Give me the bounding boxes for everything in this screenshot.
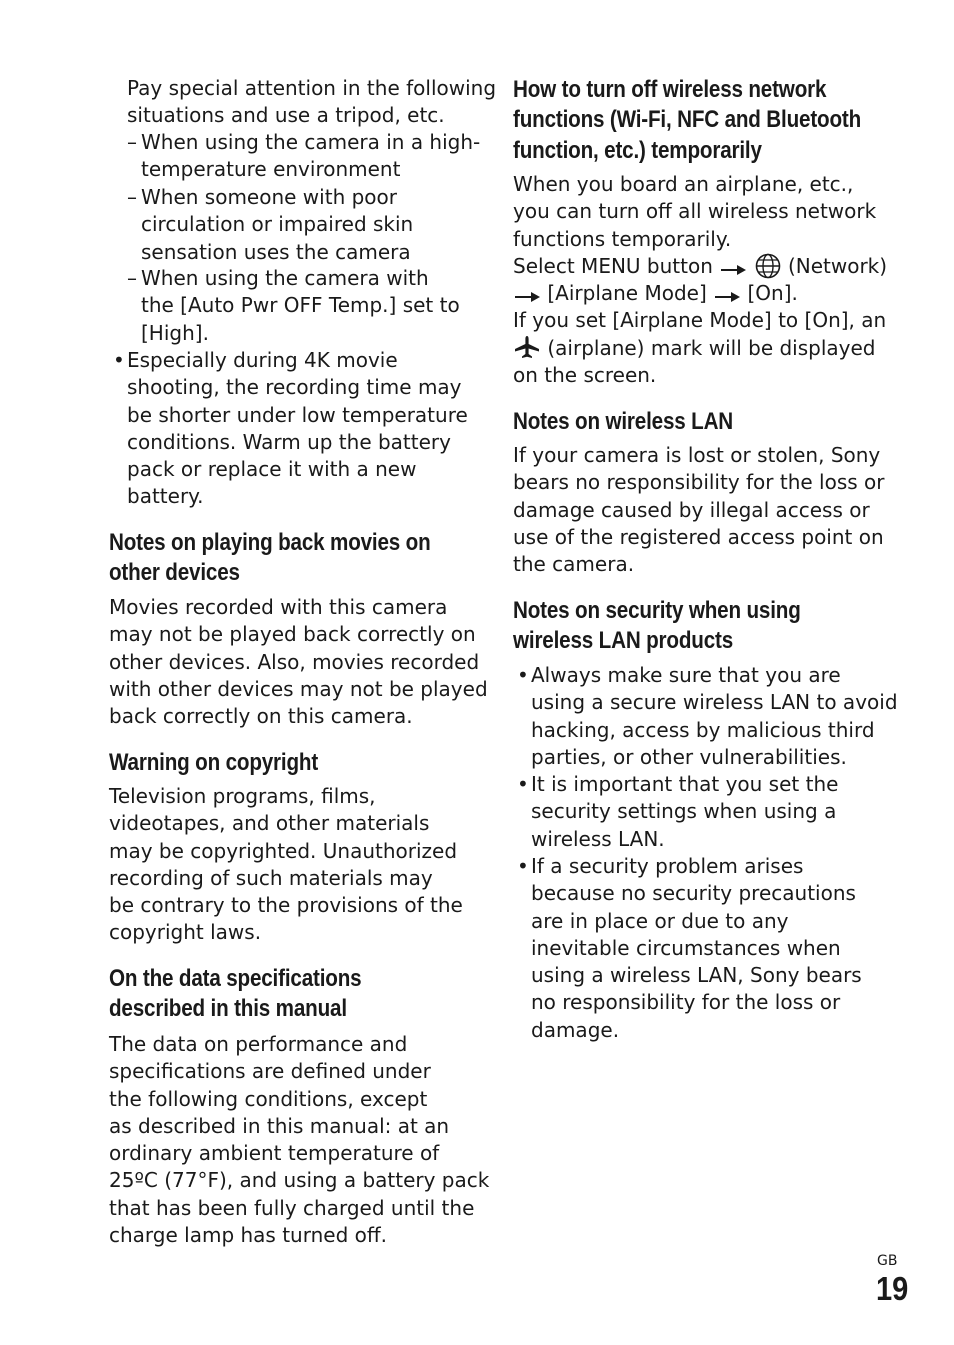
sub-item-high-temp: – When using the camera in a high- temperature environment — [127, 130, 481, 182]
intro-paragraph: Pay special attention in the following situations and use a tripod, etc. — [127, 76, 497, 128]
bullet-4k-movie: • Especially during 4K movie shooting, the recording time may be shorter under low temperature conditions. Warm up the battery pack or replace it with a new battery. — [113, 348, 468, 509]
globe-icon — [754, 253, 782, 279]
security-bullet-secure-lan: • Always make sure that you are using a secure wireless LAN to avoid hacking, access by malicious third parties, or other vulnerabilities. — [517, 663, 898, 769]
security-bullet-settings: • It is important that you set the security settings when using a wireless LAN. — [517, 772, 839, 851]
sub-item-poor-circulation: – When someone with poor circulation or impaired skin sensation uses the camera — [127, 185, 414, 264]
turn-off-wireless-body: When you board an airplane, etc., you can turn off all wireless network functions temporarily. Select MENU button (Network) [Airplane Mode] [On]. If you set [Airplane Mode] to [On], an (airplane) mark will be displayed on the screen. — [513, 172, 888, 388]
heading-data-specifications: On the data specifications described in this manual — [109, 965, 362, 1023]
arrow-right-icon — [513, 290, 541, 304]
heading-wireless-lan: Notes on wireless LAN — [513, 408, 734, 435]
warning-copyright-body: Television programs, films, videotapes, and other materials may be copyrighted. Unauthorized recording of such materials may be contrary to the provisions of the copyright laws. — [109, 784, 463, 945]
airplane-mark-line: (airplane) mark will be displayed — [513, 335, 887, 362]
heading-security-wireless-lan: Notes on security when using wireless LAN products — [513, 597, 801, 655]
data-specifications-body: The data on performance and specifications are defined under the following conditions, except as described in this manual: at an ordinary ambient temperature of 25ºC (77°F), and using a battery pack that has been fully charged until the charge lamp has turned off. — [109, 1032, 490, 1248]
arrow-right-icon — [719, 263, 747, 277]
heading-playing-back-movies: Notes on playing back movies on other devices — [109, 529, 431, 587]
heading-turn-off-wireless: How to turn off wireless network functions (Wi-Fi, NFC and Bluetooth function, etc.) temporarily — [513, 76, 862, 164]
sub-item-auto-pwr-off: – When using the camera with the [Auto Pwr OFF Temp.] set to [High]. — [127, 266, 460, 345]
heading-warning-copyright: Warning on copyright — [109, 749, 319, 776]
page-number: 19 — [876, 1270, 909, 1307]
security-bullet-problem: • If a security problem arises because no security precautions are in place or due to any inevitable circumstances when using a wireless LAN, Sony bears no responsibility for the loss or damage. — [517, 854, 862, 1042]
wireless-lan-body: If your camera is lost or stolen, Sony bears no responsibility for the loss or damage caused by illegal access or use of the registered access point on the camera. — [513, 443, 885, 577]
region-label: GB — [877, 1253, 898, 1269]
airplane-icon — [513, 335, 541, 359]
menu-instruction-line-1: Select MENU button (Network) — [513, 253, 888, 278]
menu-instruction-line-2: [Airplane Mode] [On]. — [513, 280, 887, 307]
arrow-right-icon — [713, 290, 741, 304]
playing-back-movies-body: Movies recorded with this camera may not be played back correctly on other devices. Also, movies recorded with other devices may not be played back correctly on this camera. — [109, 595, 488, 729]
